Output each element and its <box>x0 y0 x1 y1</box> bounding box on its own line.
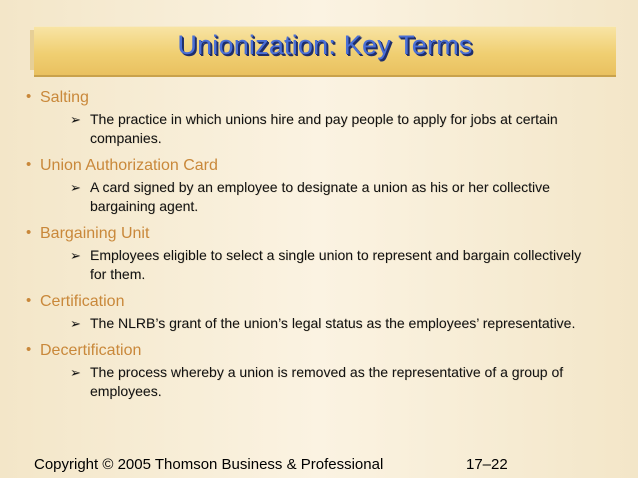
term-label: Union Authorization Card <box>40 157 218 174</box>
arrow-bullet-icon: ➢ <box>70 180 81 195</box>
definition-text: The practice in which unions hire and pay people to apply for jobs at certain companies. <box>90 111 558 146</box>
arrow-bullet-icon: ➢ <box>70 365 81 380</box>
page-number: 17–22 <box>466 456 508 473</box>
term-definition <box>26 110 586 148</box>
definition-text: The process whereby a union is removed as the representative of a group of employees. <box>90 364 564 399</box>
footer-copyright: Copyright © 2005 Thomson Business & Professional <box>34 456 384 473</box>
arrow-bullet-icon: ➢ <box>70 112 81 127</box>
arrow-bullet-icon: ➢ <box>70 316 81 331</box>
term-definition <box>26 246 586 284</box>
term-heading <box>26 339 586 363</box>
term-item <box>26 222 586 284</box>
definition-text: The NLRB’s grant of the union’s legal status as the employees’ representative. <box>90 315 576 331</box>
term-item <box>26 86 586 148</box>
bullet-icon: • <box>26 156 32 173</box>
term-label: Bargaining Unit <box>40 225 150 242</box>
slide-title: Unionization: Key Terms <box>177 30 473 60</box>
term-label: Salting <box>40 89 89 106</box>
term-heading <box>26 154 586 178</box>
term-heading <box>26 86 586 110</box>
term-heading <box>26 222 586 246</box>
bullet-icon: • <box>26 88 32 105</box>
term-item <box>26 339 586 401</box>
definition-text: Employees eligible to select a single union to represent and bargain collectively for them. <box>90 247 582 282</box>
bullet-icon: • <box>26 341 32 358</box>
term-heading <box>26 290 586 314</box>
term-item <box>26 290 586 333</box>
bullet-icon: • <box>26 292 32 309</box>
term-definition <box>26 363 586 401</box>
term-definition <box>26 314 586 333</box>
term-label: Decertification <box>40 342 142 359</box>
term-list <box>26 86 586 407</box>
term-definition <box>26 178 586 216</box>
arrow-bullet-icon: ➢ <box>70 248 81 263</box>
term-label: Certification <box>40 293 125 310</box>
term-item <box>26 154 586 216</box>
bullet-icon: • <box>26 224 32 241</box>
definition-text: A card signed by an employee to designate a union as his or her collective bargaining agent. <box>90 179 550 214</box>
